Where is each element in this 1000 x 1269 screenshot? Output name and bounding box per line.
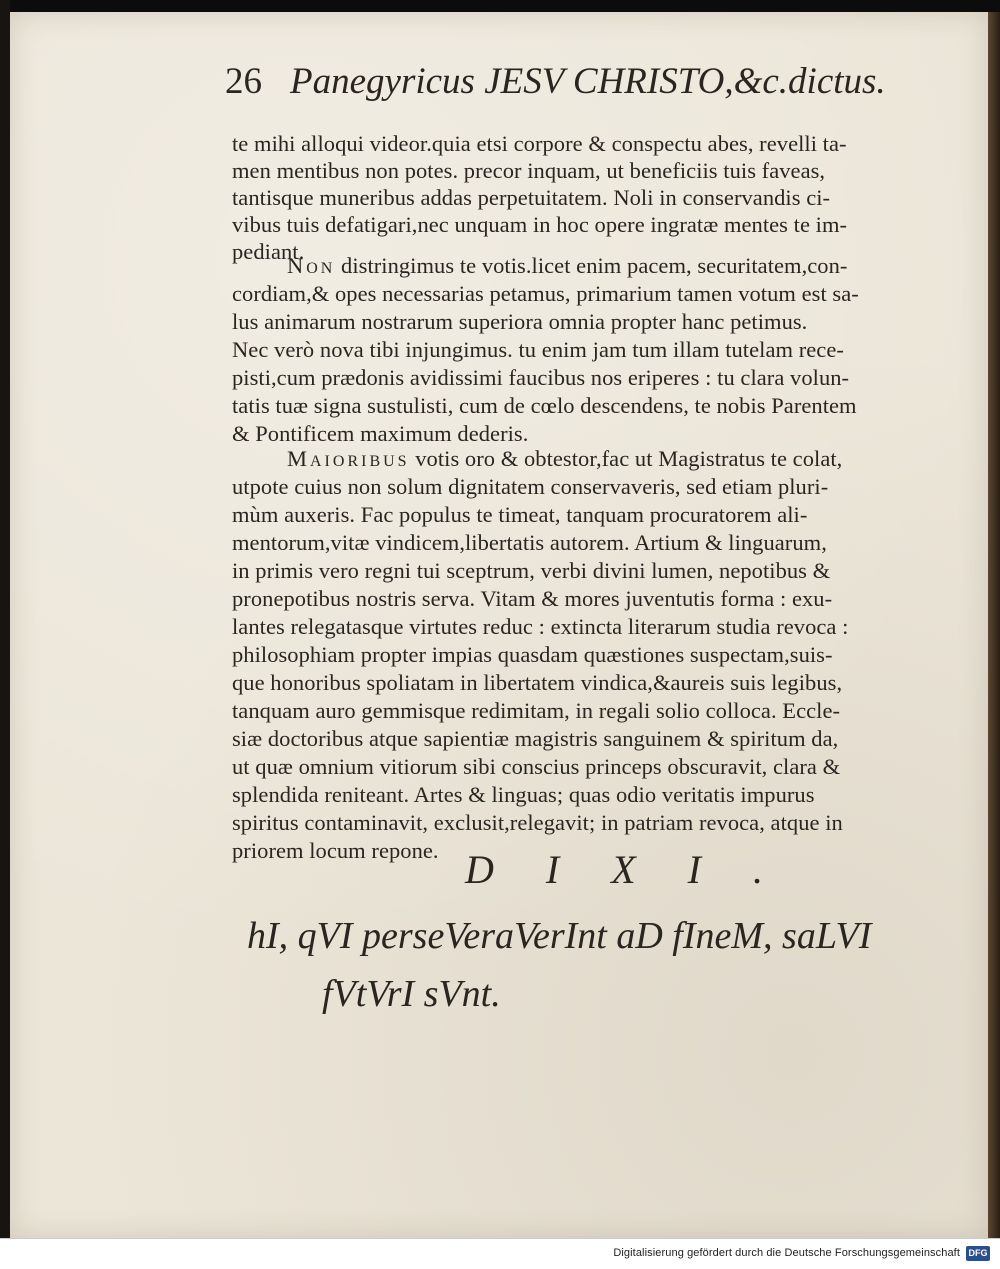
- text-line: philosophiam propter impias quasdam quæstiones suspectam,suis-: [232, 642, 833, 667]
- text-line: vibus tuis defatigari,nec unquam in hoc opere ingratæ mentes te im-: [232, 212, 848, 237]
- text-line: siæ doctoribus atque sapientiæ magistris sanguinem & spiritum da,: [232, 726, 839, 751]
- text-line: spiritus contaminavit, exclusit,relegavit; in patriam revoca, atque in: [232, 810, 843, 835]
- dfg-logo: DFG: [966, 1246, 990, 1261]
- text-line: pronepotibus nostris serva. Vitam & mores juventutis forma : exu-: [232, 586, 833, 611]
- text-line: [287, 445, 977, 473]
- text-line: te mihi alloqui videor.quia etsi corpore & conspectu abes, revelli ta-: [232, 131, 847, 156]
- funding-credit: Digitalisierung gefördert durch die Deutsche Forschungsgemeinschaft: [613, 1247, 960, 1259]
- text-line: que honoribus spoliatam in libertatem vindica,&aureis suis legibus,: [232, 670, 843, 695]
- footer-bar: [0, 1238, 1000, 1269]
- paragraph-lead-word: Non: [287, 253, 336, 278]
- page-number: 26: [225, 61, 262, 102]
- text-line: tatis tuæ signa sustulisti, cum de cœlo descendens, te nobis Parentem: [232, 393, 857, 418]
- text-line: tanquam auro gemmisque redimitam, in regali solio colloca. Eccle-: [232, 698, 841, 723]
- text-line: splendida reniteant. Artes & linguas; quas odio veritatis impurus: [232, 782, 815, 807]
- text-line: men mentibus non potes. precor inquam, ut beneficiis tuis faveas,: [232, 158, 826, 183]
- text-line-rest: votis oro & obtestor,fac ut Magistratus te colat,: [409, 446, 843, 471]
- closing-dixi: DIXI.: [465, 847, 815, 892]
- text-line: in primis vero regni tui sceptrum, verbi divini lumen, nepotibus &: [232, 558, 831, 583]
- text-line: [287, 252, 977, 280]
- text-line: priorem locum repone.: [232, 838, 439, 863]
- running-header: [225, 60, 905, 110]
- text-line: lus animarum nostrarum superiora omnia propter hanc petimus.: [232, 309, 808, 334]
- text-line: lantes relegatasque virtutes reduc : extincta literarum studia revoca :: [232, 614, 849, 639]
- chronogram-line: fVtVrI sVnt.: [322, 973, 501, 1015]
- text-line: pediant.: [232, 239, 305, 264]
- running-title: Panegyricus JESV CHRISTO,&c.dictus.: [290, 61, 886, 102]
- text-line-rest: distringimus te votis.licet enim pacem, securitatem,con-: [335, 253, 848, 278]
- text-line: pisti,cum prædonis avidissimi faucibus nos eriperes : tu clara volun-: [232, 365, 850, 390]
- text-line: & Pontificem maximum dederis.: [232, 421, 529, 446]
- text-line: mentorum,vitæ vindicem,libertatis autorem. Artium & linguarum,: [232, 530, 827, 555]
- scan-border-top: [0, 0, 1000, 12]
- book-binding-edge: [988, 12, 1000, 1238]
- text-line: ut quæ omnium vitiorum sibi conscius princeps obscuravit, clara &: [232, 754, 841, 779]
- paragraph-lead-word: Maioribus: [287, 446, 410, 471]
- scan-border-left: [0, 0, 10, 1250]
- text-line: Nec verò nova tibi injungimus. tu enim jam tum illam tutelam rece-: [232, 337, 844, 362]
- text-line: tantisque muneribus addas perpetuitatem. Noli in conservandis ci-: [232, 185, 831, 210]
- text-line: mùm auxeris. Fac populus te timeat, tanquam procuratorem ali-: [232, 502, 808, 527]
- text-line: utpote cuius non solum dignitatem conservaveris, sed etiam pluri-: [232, 474, 829, 499]
- text-line: cordiam,& opes necessarias petamus, primarium tamen votum est sa-: [232, 281, 859, 306]
- chronogram-line: hI, qVI perseVeraVerInt aD fIneM, saLVI: [247, 915, 872, 957]
